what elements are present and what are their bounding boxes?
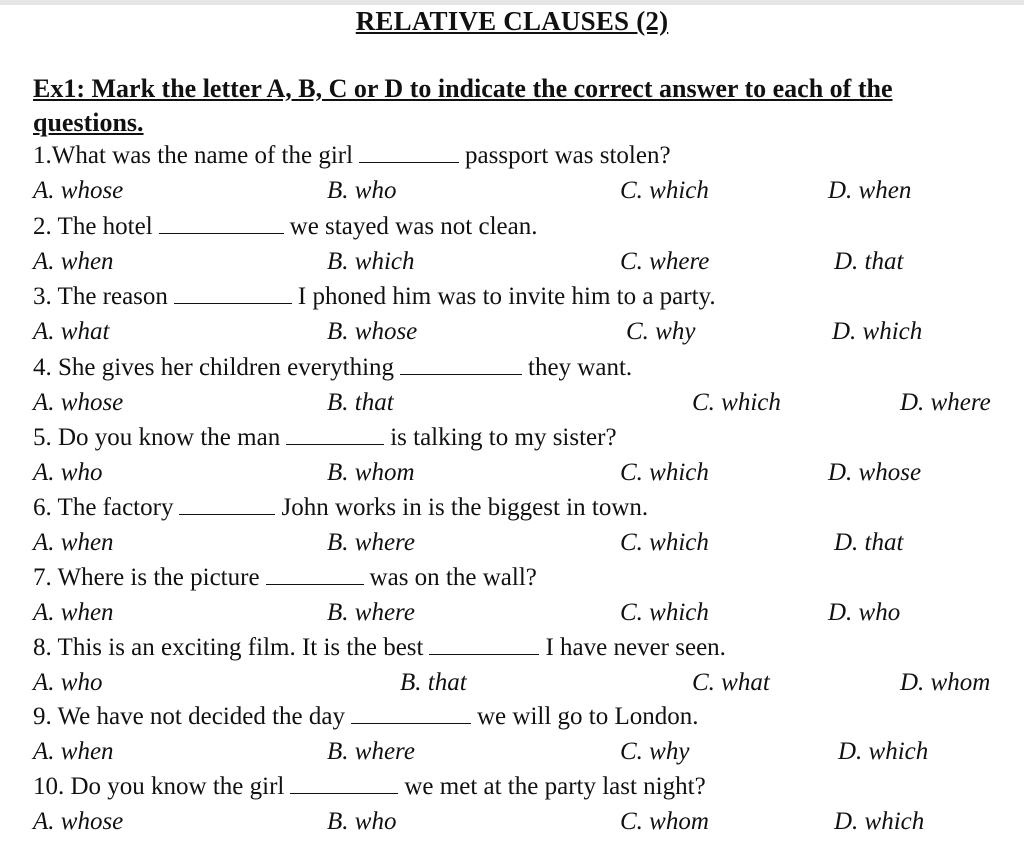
q3-option-d[interactable]: D. which [832,318,923,345]
q8-option-c[interactable]: C. what [692,669,770,696]
answer-blank [359,144,459,163]
q5-option-a[interactable]: A. who [33,459,103,486]
q10-option-b[interactable]: B. who [327,808,397,835]
question-6-stem: 6. The factory [33,494,174,521]
question-2-end: we stayed was not clean. [289,213,538,240]
question-3 [33,283,716,311]
q2-option-b[interactable]: B. which [327,248,415,275]
question-9 [33,703,699,731]
q6-option-c[interactable]: C. which [620,529,709,556]
question-7 [33,564,537,592]
q5-option-b[interactable]: B. whom [327,459,415,486]
answer-blank [286,426,384,445]
q10-option-a[interactable]: A. whose [33,808,124,835]
q7-option-a[interactable]: A. when [33,599,114,626]
question-6 [33,494,648,522]
q4-option-b[interactable]: B. that [327,389,394,416]
q9-option-d[interactable]: D. which [838,738,929,765]
question-7-stem: 7. Where is the picture [33,564,260,591]
question-2-stem: 2. The hotel [33,213,153,240]
q8-option-b[interactable]: B. that [400,669,467,696]
q9-option-b[interactable]: B. where [327,738,415,765]
answer-blank [351,705,471,724]
question-1-stem: 1.What was the name of the girl [33,142,354,169]
q10-option-d[interactable]: D. which [834,808,925,835]
q2-option-d[interactable]: D. that [834,248,904,275]
answer-blank [429,636,539,655]
q4-option-d[interactable]: D. where [900,389,991,416]
q7-option-b[interactable]: B. where [327,599,415,626]
question-10-end: we met at the party last night? [404,773,706,800]
question-1-end: passport was stolen? [465,142,671,169]
question-8 [33,634,726,662]
q1-option-c[interactable]: C. which [620,177,709,204]
q7-option-c[interactable]: C. which [620,599,709,626]
answer-blank [400,356,522,375]
q6-option-a[interactable]: A. when [33,529,114,556]
q9-option-a[interactable]: A. when [33,738,114,765]
q10-option-c[interactable]: C. whom [620,808,709,835]
question-10-stem: 10. Do you know the girl [33,773,285,800]
question-9-stem: 9. We have not decided the day [33,703,345,730]
q3-option-c[interactable]: C. why [626,318,696,345]
question-2 [33,213,537,241]
answer-blank [179,496,275,515]
question-3-stem: 3. The reason [33,283,168,310]
q6-option-d[interactable]: D. that [834,529,904,556]
q1-option-a[interactable]: A. whose [33,177,124,204]
q7-option-d[interactable]: D. who [828,599,901,626]
exercise-instruction: Ex1: Mark the letter A, B, C or D to indicate the correct answer to each of the questions. [33,74,893,137]
question-3-end: I phoned him was to invite him to a party. [297,283,716,310]
question-6-end: John works in is the biggest in town. [281,494,649,521]
q1-option-b[interactable]: B. who [327,177,397,204]
q4-option-c[interactable]: C. which [692,389,781,416]
question-4-stem: 4. She gives her children everything [33,354,395,381]
question-4-end: they want. [528,354,633,381]
question-8-end: I have never seen. [545,634,726,661]
q3-option-a[interactable]: A. what [33,318,110,345]
q2-option-c[interactable]: C. where [620,248,710,275]
q1-option-d[interactable]: D. when [828,177,912,204]
answer-blank [174,285,292,304]
question-5-stem: 5. Do you know the man [33,424,281,451]
q8-option-a[interactable]: A. who [33,669,103,696]
q5-option-d[interactable]: D. whose [828,459,922,486]
q5-option-c[interactable]: C. which [620,459,709,486]
q2-option-a[interactable]: A. when [33,248,114,275]
top-border [0,0,1024,5]
answer-blank [159,215,284,234]
q6-option-b[interactable]: B. where [327,529,415,556]
q9-option-c[interactable]: C. why [620,738,690,765]
answer-blank [266,566,364,585]
question-10 [33,773,706,801]
q4-option-a[interactable]: A. whose [33,389,124,416]
question-1 [33,142,671,170]
question-5-end: is talking to my sister? [390,424,617,451]
q8-option-d[interactable]: D. whom [900,669,991,696]
page-title: RELATIVE CLAUSES (2) [355,6,669,36]
question-8-stem: 8. This is an exciting film. It is the best [33,634,424,661]
question-7-end: was on the wall? [369,564,537,591]
q3-option-b[interactable]: B. whose [327,318,418,345]
answer-blank [290,775,398,794]
question-9-end: we will go to London. [477,703,699,730]
question-4 [33,354,632,382]
question-5 [33,424,617,452]
